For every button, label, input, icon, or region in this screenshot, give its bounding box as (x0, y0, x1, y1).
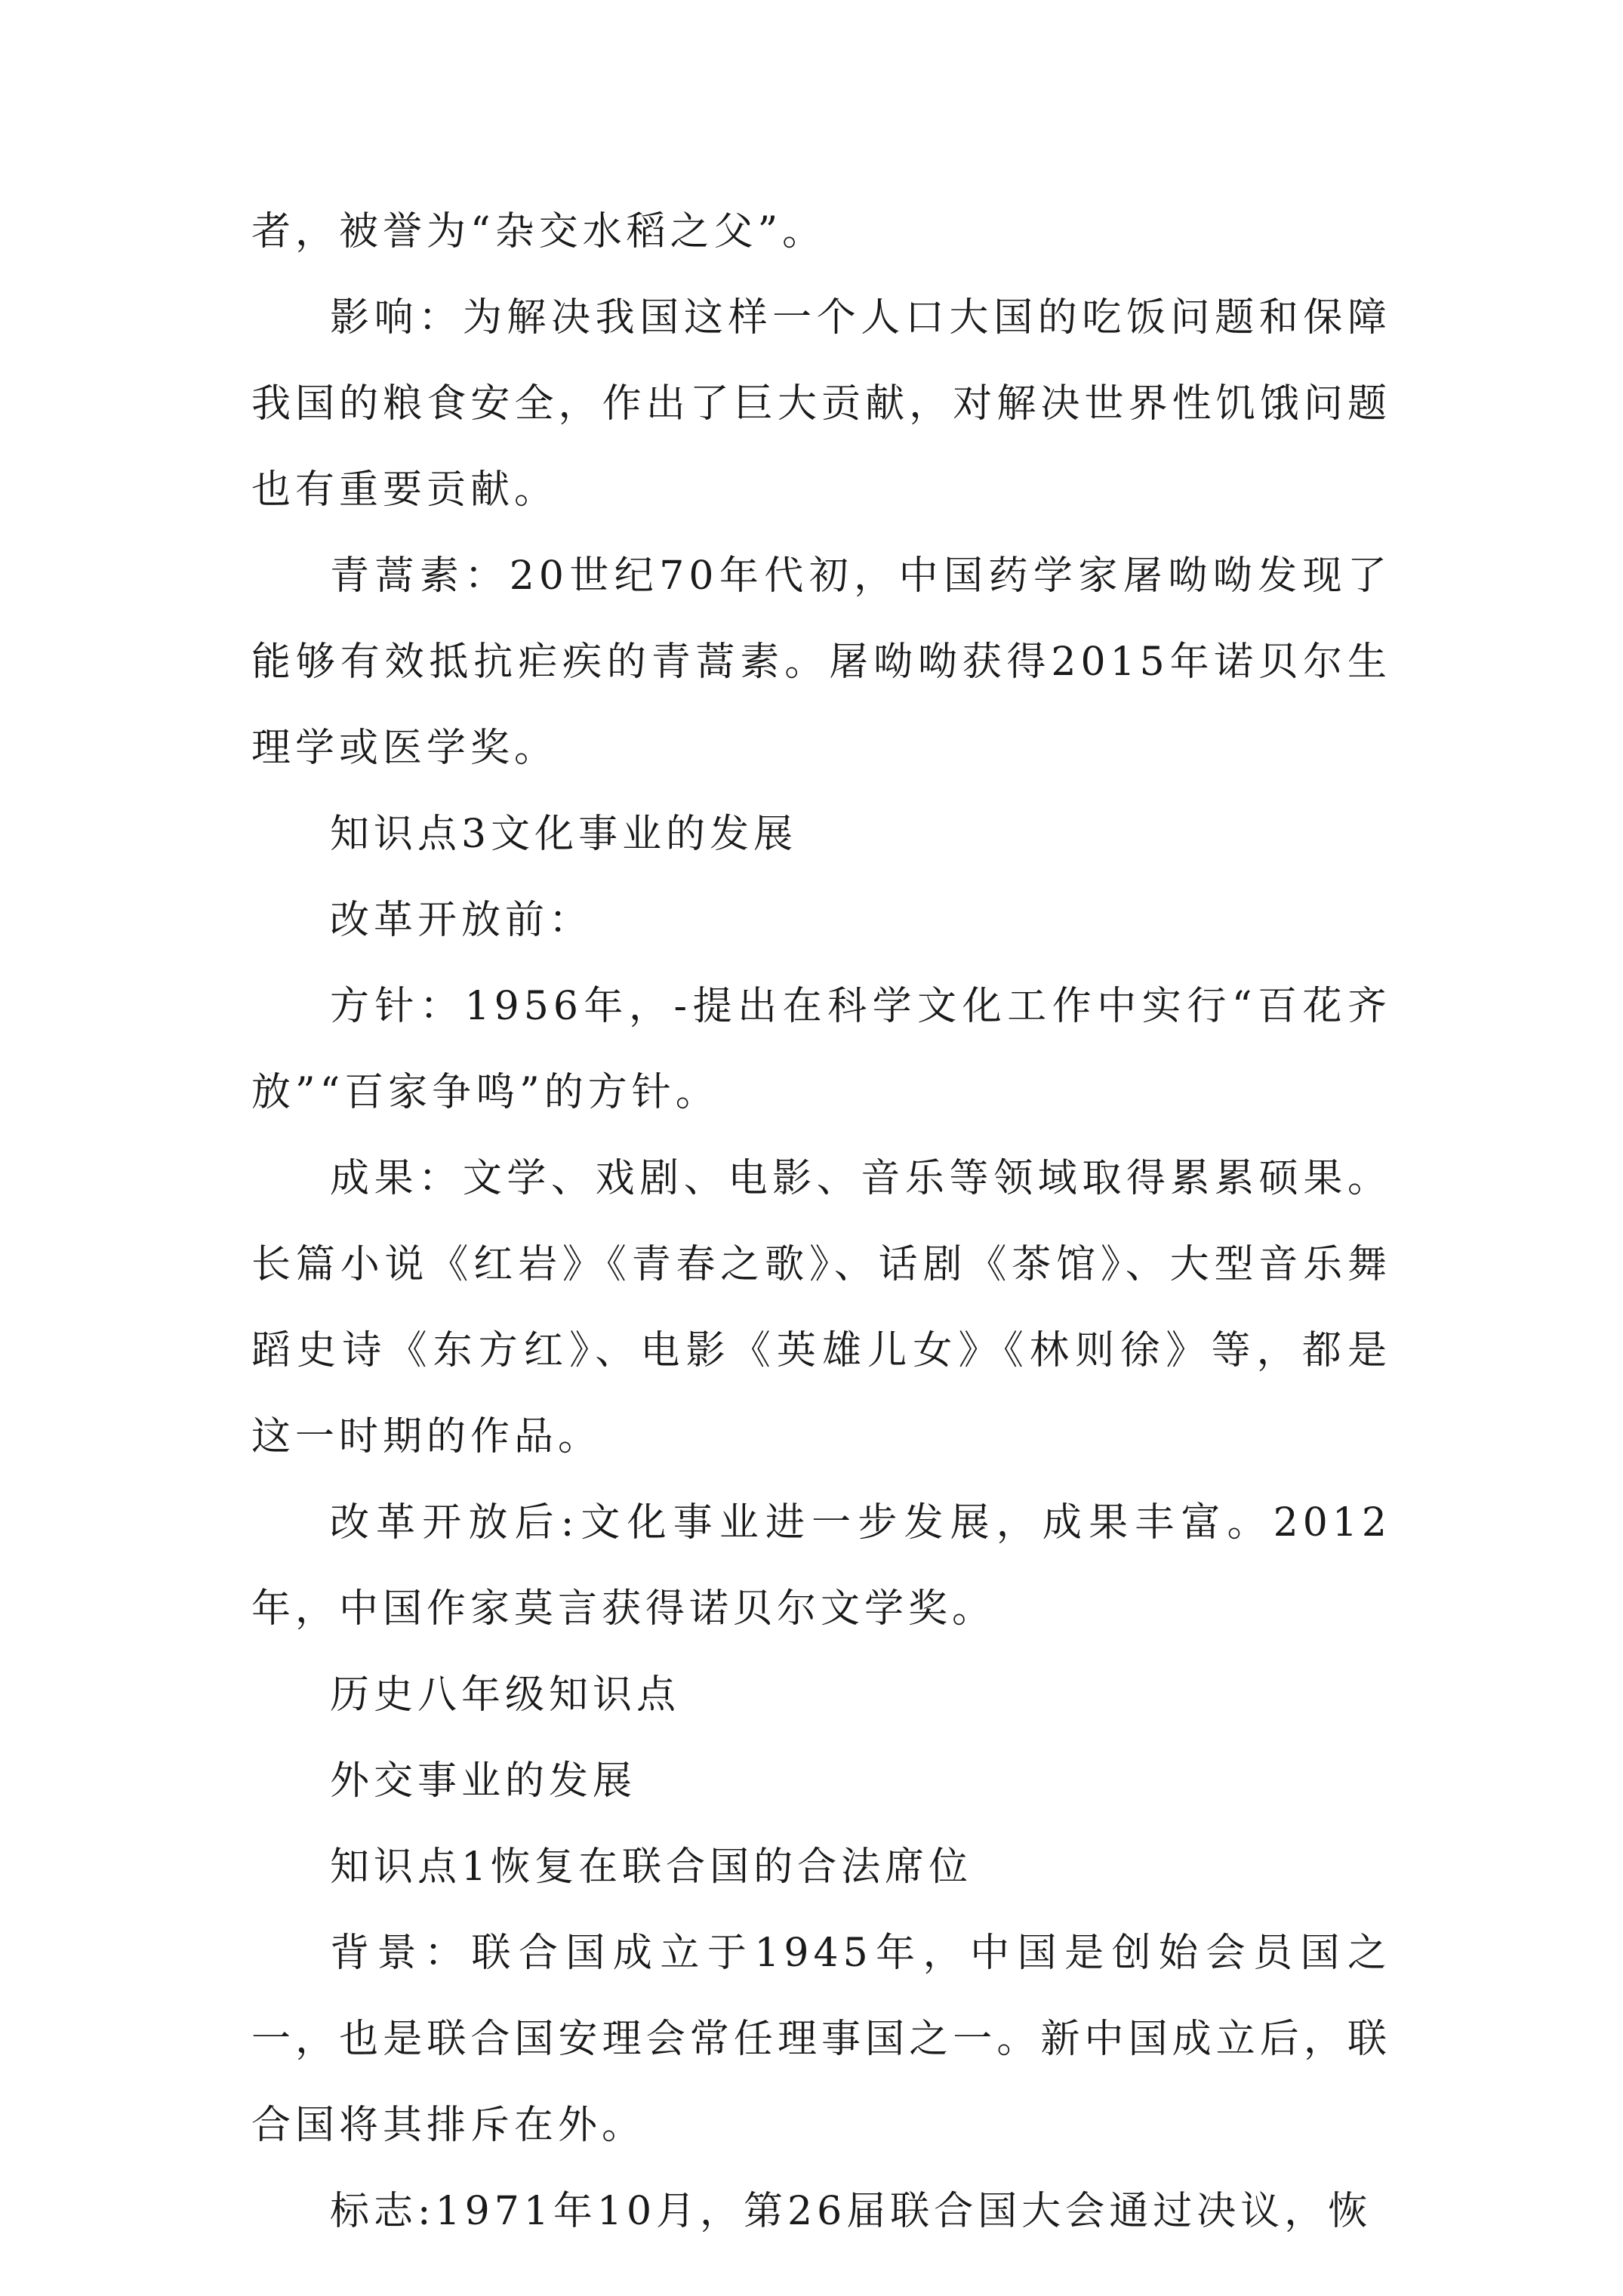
paragraph-after-reform: 改革开放后:文化事业进一步发展，成果丰富。2012年，中国作家莫言获得诺贝尔文学奖。 (251, 1500, 1391, 1632)
paragraph-background: 背景：联合国成立于1945年，中国是创始会员国之一，也是联合国安理会常任理事国之一。新中国成立后，联合国将其排斥在外。 (251, 1931, 1391, 2148)
heading-diplomacy: 外交事业的发展 (330, 1758, 637, 1804)
heading-history-grade-8: 历史八年级知识点 (330, 1672, 681, 1718)
paragraph-achievements: 成果：文学、戏剧、电影、音乐等领域取得累累硕果。长篇小说《红岩》《青春之歌》、话剧《茶馆》、大型音乐舞蹈史诗《东方红》、电影《英雄儿女》《林则徐》等，都是这一时期的作品。 (251, 1156, 1391, 1459)
paragraph-continuation: 者，被誉为“杂交水稻之父”。 (251, 209, 827, 254)
paragraph-artemisinin: 青蒿素：20世纪70年代初，中国药学家屠呦呦发现了能够有效抵抗疟疾的青蒿素。屠呦呦获得2015年诺贝尔生理学或医学奖。 (251, 553, 1391, 771)
heading-knowledge-point-1: 知识点1恢复在联合国的合法席位 (330, 1845, 973, 1890)
heading-knowledge-point-3: 知识点3文化事业的发展 (330, 812, 798, 857)
paragraph-impact: 影响：为解决我国这样一个人口大国的吃饭问题和保障我国的粮食安全，作出了巨大贡献，对解决世界性饥饿问题也有重要贡献。 (251, 295, 1391, 513)
paragraph-policy: 方针：1956年，-提出在科学文化工作中实行“百花齐放”“百家争鸣”的方针。 (251, 984, 1391, 1115)
paragraph-milestone: 标志:1971年10月，第26届联合国大会通过决议，恢 (330, 2189, 1372, 2234)
heading-before-reform: 改革开放前： (330, 898, 593, 943)
document-body (251, 189, 1391, 2254)
